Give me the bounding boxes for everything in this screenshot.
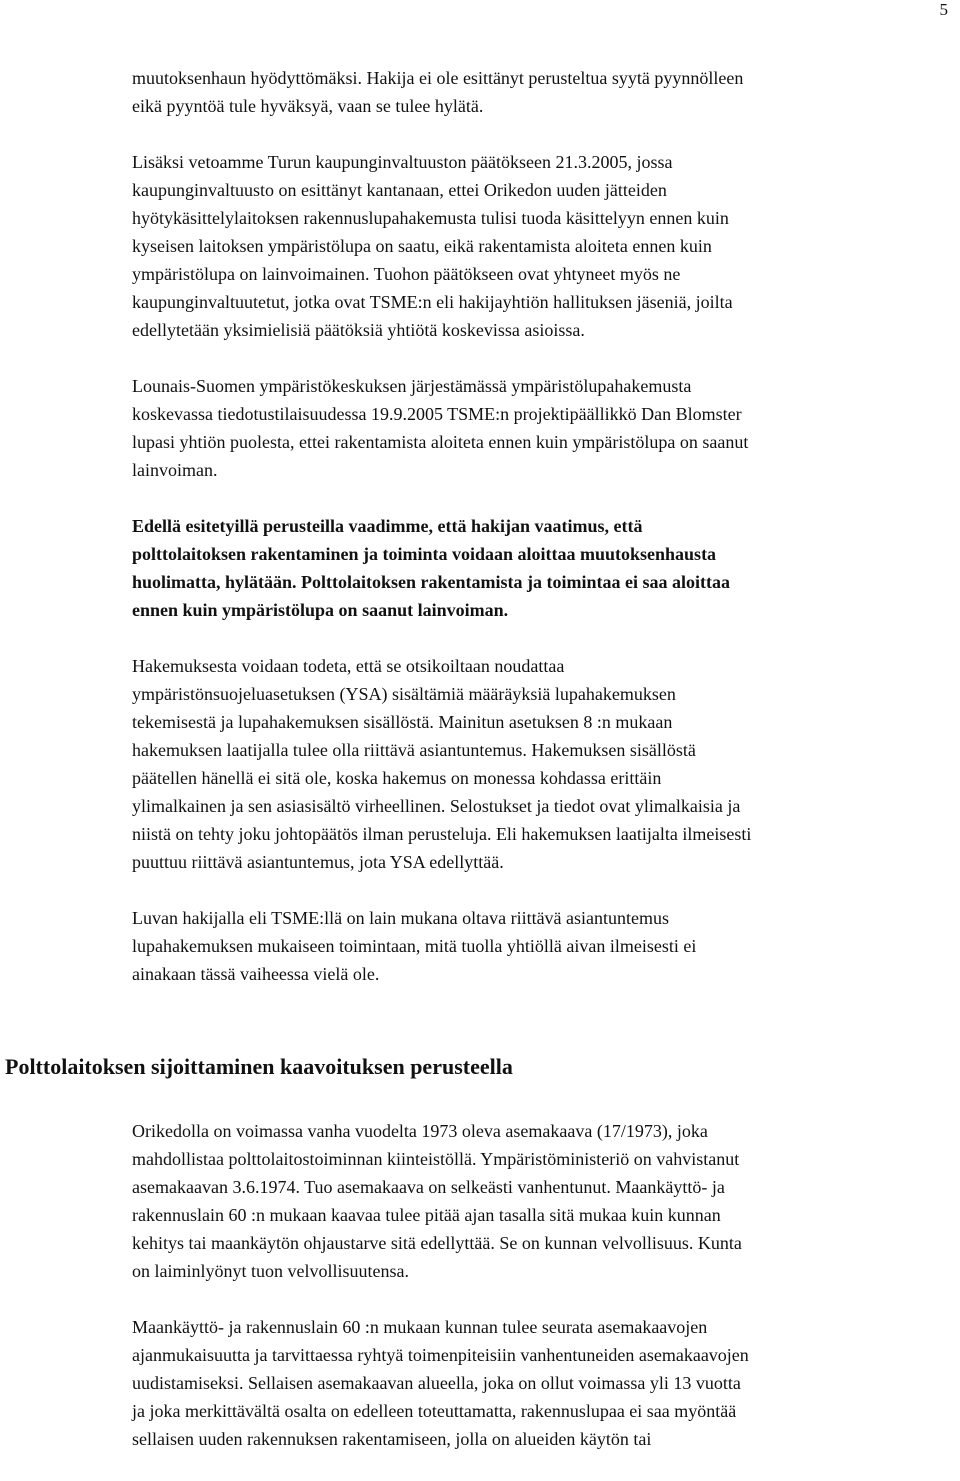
paragraph-land-use-law: Maankäyttö- ja rakennuslain 60 :n mukaan kunnan tulee seurata asemakaavojen ajanmukaisuutta ja tarvittaessa ryhtyä toimenpiteisiin vanhentuneiden asemakaavojen uudistamiseksi. Sellaisen asemakaavan alueella, joka on ollut voimassa yli 13 vuotta ja joka merkittävältä osalta on edelleen toteuttamatta, rakennuslupaa ei saa myöntää sellaisen uuden rakennuksen rakentamiseen, jolla on alueiden käytön tai bbox=[132, 1317, 749, 1449]
document-body bbox=[132, 64, 956, 1016]
section-body bbox=[132, 1117, 956, 1481]
paragraph-continuation: muutoksenhaun hyödyttömäksi. Hakija ei ole esittänyt perusteltua syytä pyynnölleen eikä pyyntöä tule hyväksyä, vaan se tulee hylätä. bbox=[132, 68, 744, 116]
page-number: 5 bbox=[939, 0, 948, 19]
paragraph-demand: Edellä esitetyillä perusteilla vaadimme, että hakijan vaatimus, että polttolaitoksen rakentaminen ja toiminta voidaan aloittaa muutoksenhausta huolimatta, hylätään. Polttolaitoksen rakentamista ja toimintaa ei saa aloittaa ennen kuin ympäristölupa on saanut lainvoiman. bbox=[132, 516, 730, 620]
section-heading: Polttolaitoksen sijoittaminen kaavoituksen perusteella bbox=[5, 1054, 513, 1079]
paragraph-city-council-decision: Lisäksi vetoamme Turun kaupunginvaltuuston päätökseen 21.3.2005, jossa kaupunginvaltuusto on esittänyt kantanaan, ettei Orikedon uuden jätteiden hyötykäsittelylaitoksen rakennuslupahakemusta tulisi tuoda käsittelyyn ennen kuin kyseisen laitoksen ympäristölupa on saatu, eikä rakentamista aloiteta ennen kuin ympäristölupa on lainvoimainen. Tuohon päätökseen ovat yhtyneet myös ne kaupunginvaltuutetut, jotka ovat TSME:n eli hakijayhtiön hallituksen jäseniä, joilta edellytetään yksimielisiä päätöksiä yhtiötä koskevissa asioissa. bbox=[132, 152, 733, 340]
paragraph-application-review: Hakemuksesta voidaan todeta, että se otsikoiltaan noudattaa ympäristönsuojeluasetuksen (YSA) sisältämiä määräyksiä lupahakemuksen tekemisestä ja lupahakemuksen sisällöstä. Mainitun asetuksen 8 :n mukaan hakemuksen laatijalla tulee olla riittävä asiantuntemus. Hakemuksen sisällöstä päätellen hänellä ei sitä ole, koska hakemus on monessa kohdassa erittäin ylimalkainen ja sen asiasisältö virheellinen. Selostukset ja tiedot ovat ylimalkaisia ja niistä on tehty joku johtopäätös ilman perusteluja. Eli hakemuksen laatijalta ilmeisesti puuttuu riittävä asiantuntemus, jota YSA edellyttää. bbox=[132, 656, 752, 872]
paragraph-information-event: Lounais-Suomen ympäristökeskuksen järjestämässä ympäristölupahakemusta koskevassa tiedotustilaisuudessa 19.9.2005 TSME:n projektipäällikkö Dan Blomster lupasi yhtiön puolesta, ettei rakentamista aloiteta ennen kuin ympäristölupa on saanut lainvoiman. bbox=[132, 376, 749, 480]
paragraph-zoning-plan: Orikedolla on voimassa vanha vuodelta 1973 oleva asemakaava (17/1973), joka mahdollistaa polttolaitostoiminnan kiinteistöllä. Ympäristöministeriö on vahvistanut asemakaavan 3.6.1974. Tuo asemakaava on selkeästi vanhentunut. Maankäyttö- ja rakennuslain 60 :n mukaan kaavaa tulee pitää ajan tasalla sitä mukaa kuin kunnan kehitys tai maankäytön ohjaustarve sitä edellyttää. Se on kunnan velvollisuus. Kunta on laiminlyönyt tuon velvollisuutensa. bbox=[132, 1121, 742, 1281]
paragraph-expertise: Luvan hakijalla eli TSME:llä on lain mukana oltava riittävä asiantuntemus lupahakemuksen mukaiseen toimintaan, mitä tuolla yhtiöllä aivan ilmeisesti ei ainakaan tässä vaiheessa vielä ole. bbox=[132, 908, 697, 984]
